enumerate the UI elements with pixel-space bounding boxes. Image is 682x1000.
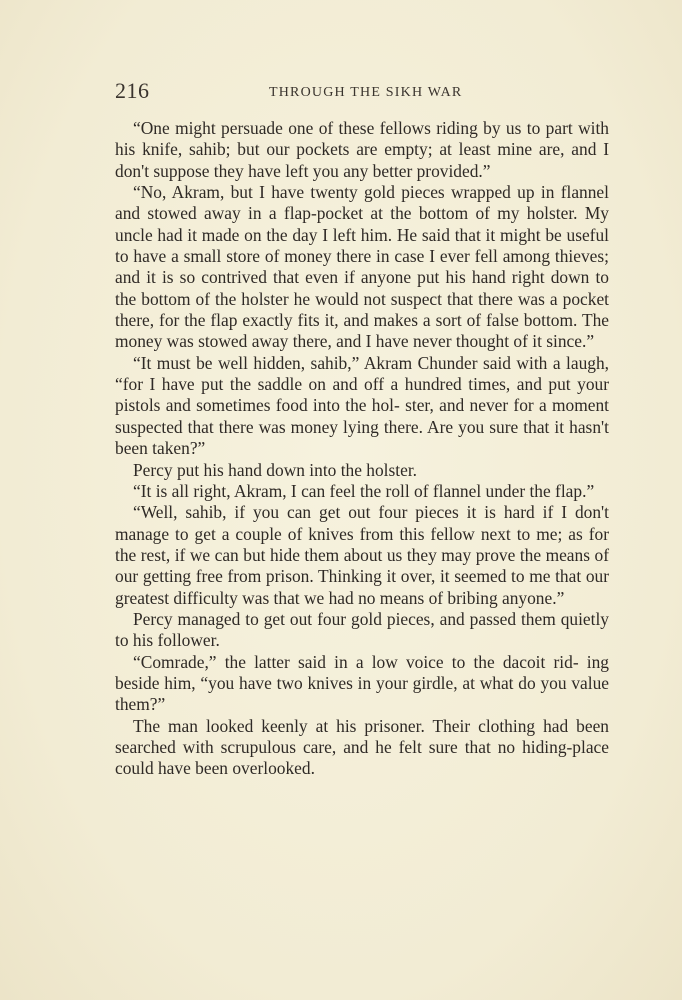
paragraph: “Well, sahib, if you can get out four pieces it is hard if I don't manage to get a couple of knives from this fellow next to me; as for the rest, if we can but hide them about us they may prove the means of our getting free from prison. Thinking it over, it seemed to me that our greatest difficulty was that we had no means of bribing anyone.” [115, 502, 609, 608]
body-text [115, 118, 609, 780]
paragraph: Percy put his hand down into the holster. [133, 459, 418, 480]
paragraph: “Comrade,” the latter said in a low voice to the dacoit rid- ing beside him, “you have two knives in your girdle, at what do you value them?” [115, 651, 609, 715]
paragraph: “It must be well hidden, sahib,” Akram Chunder said with a laugh, “for I have put the saddle on and off a hundred times, and put your pistols and sometimes food into the hol- ster, and never for a moment suspected that there was money lying there. Are you sure that it hasn't been taken?” [115, 352, 609, 459]
paragraph: “One might persuade one of these fellows riding by us to part with his knife, sahib; but our pockets are empty; at least mine are, and I don't suppose they have left you any better provided.” [115, 118, 609, 181]
paragraph: The man looked keenly at his prisoner. Their clothing had been searched with scrupulous care, and he felt sure that no hiding-place could have been overlooked. [115, 715, 609, 779]
running-title: THROUGH THE SIKH WAR [269, 85, 463, 100]
page-header [115, 78, 609, 104]
paragraph: “It is all right, Akram, I can feel the roll of flannel under the flap.” [133, 480, 595, 501]
page-number: 216 [115, 78, 150, 103]
paragraph: Percy managed to get out four gold pieces, and passed them quietly to his follower. [115, 608, 609, 651]
paragraph: “No, Akram, but I have twenty gold pieces wrapped up in flannel and stowed away in a flap-pocket at the bottom of my holster. My uncle had it made on the day I left him. He said that it might be useful to have a small store of money there in case I ever fell among thieves; and it is so contrived that even if anyone put his hand right down to the bottom of the holster he would not suspect that there was a pocket there, for the flap exactly fits it, and makes a sort of false bottom. The money was stowed away there, and I have never thought of it since.” [115, 182, 609, 352]
